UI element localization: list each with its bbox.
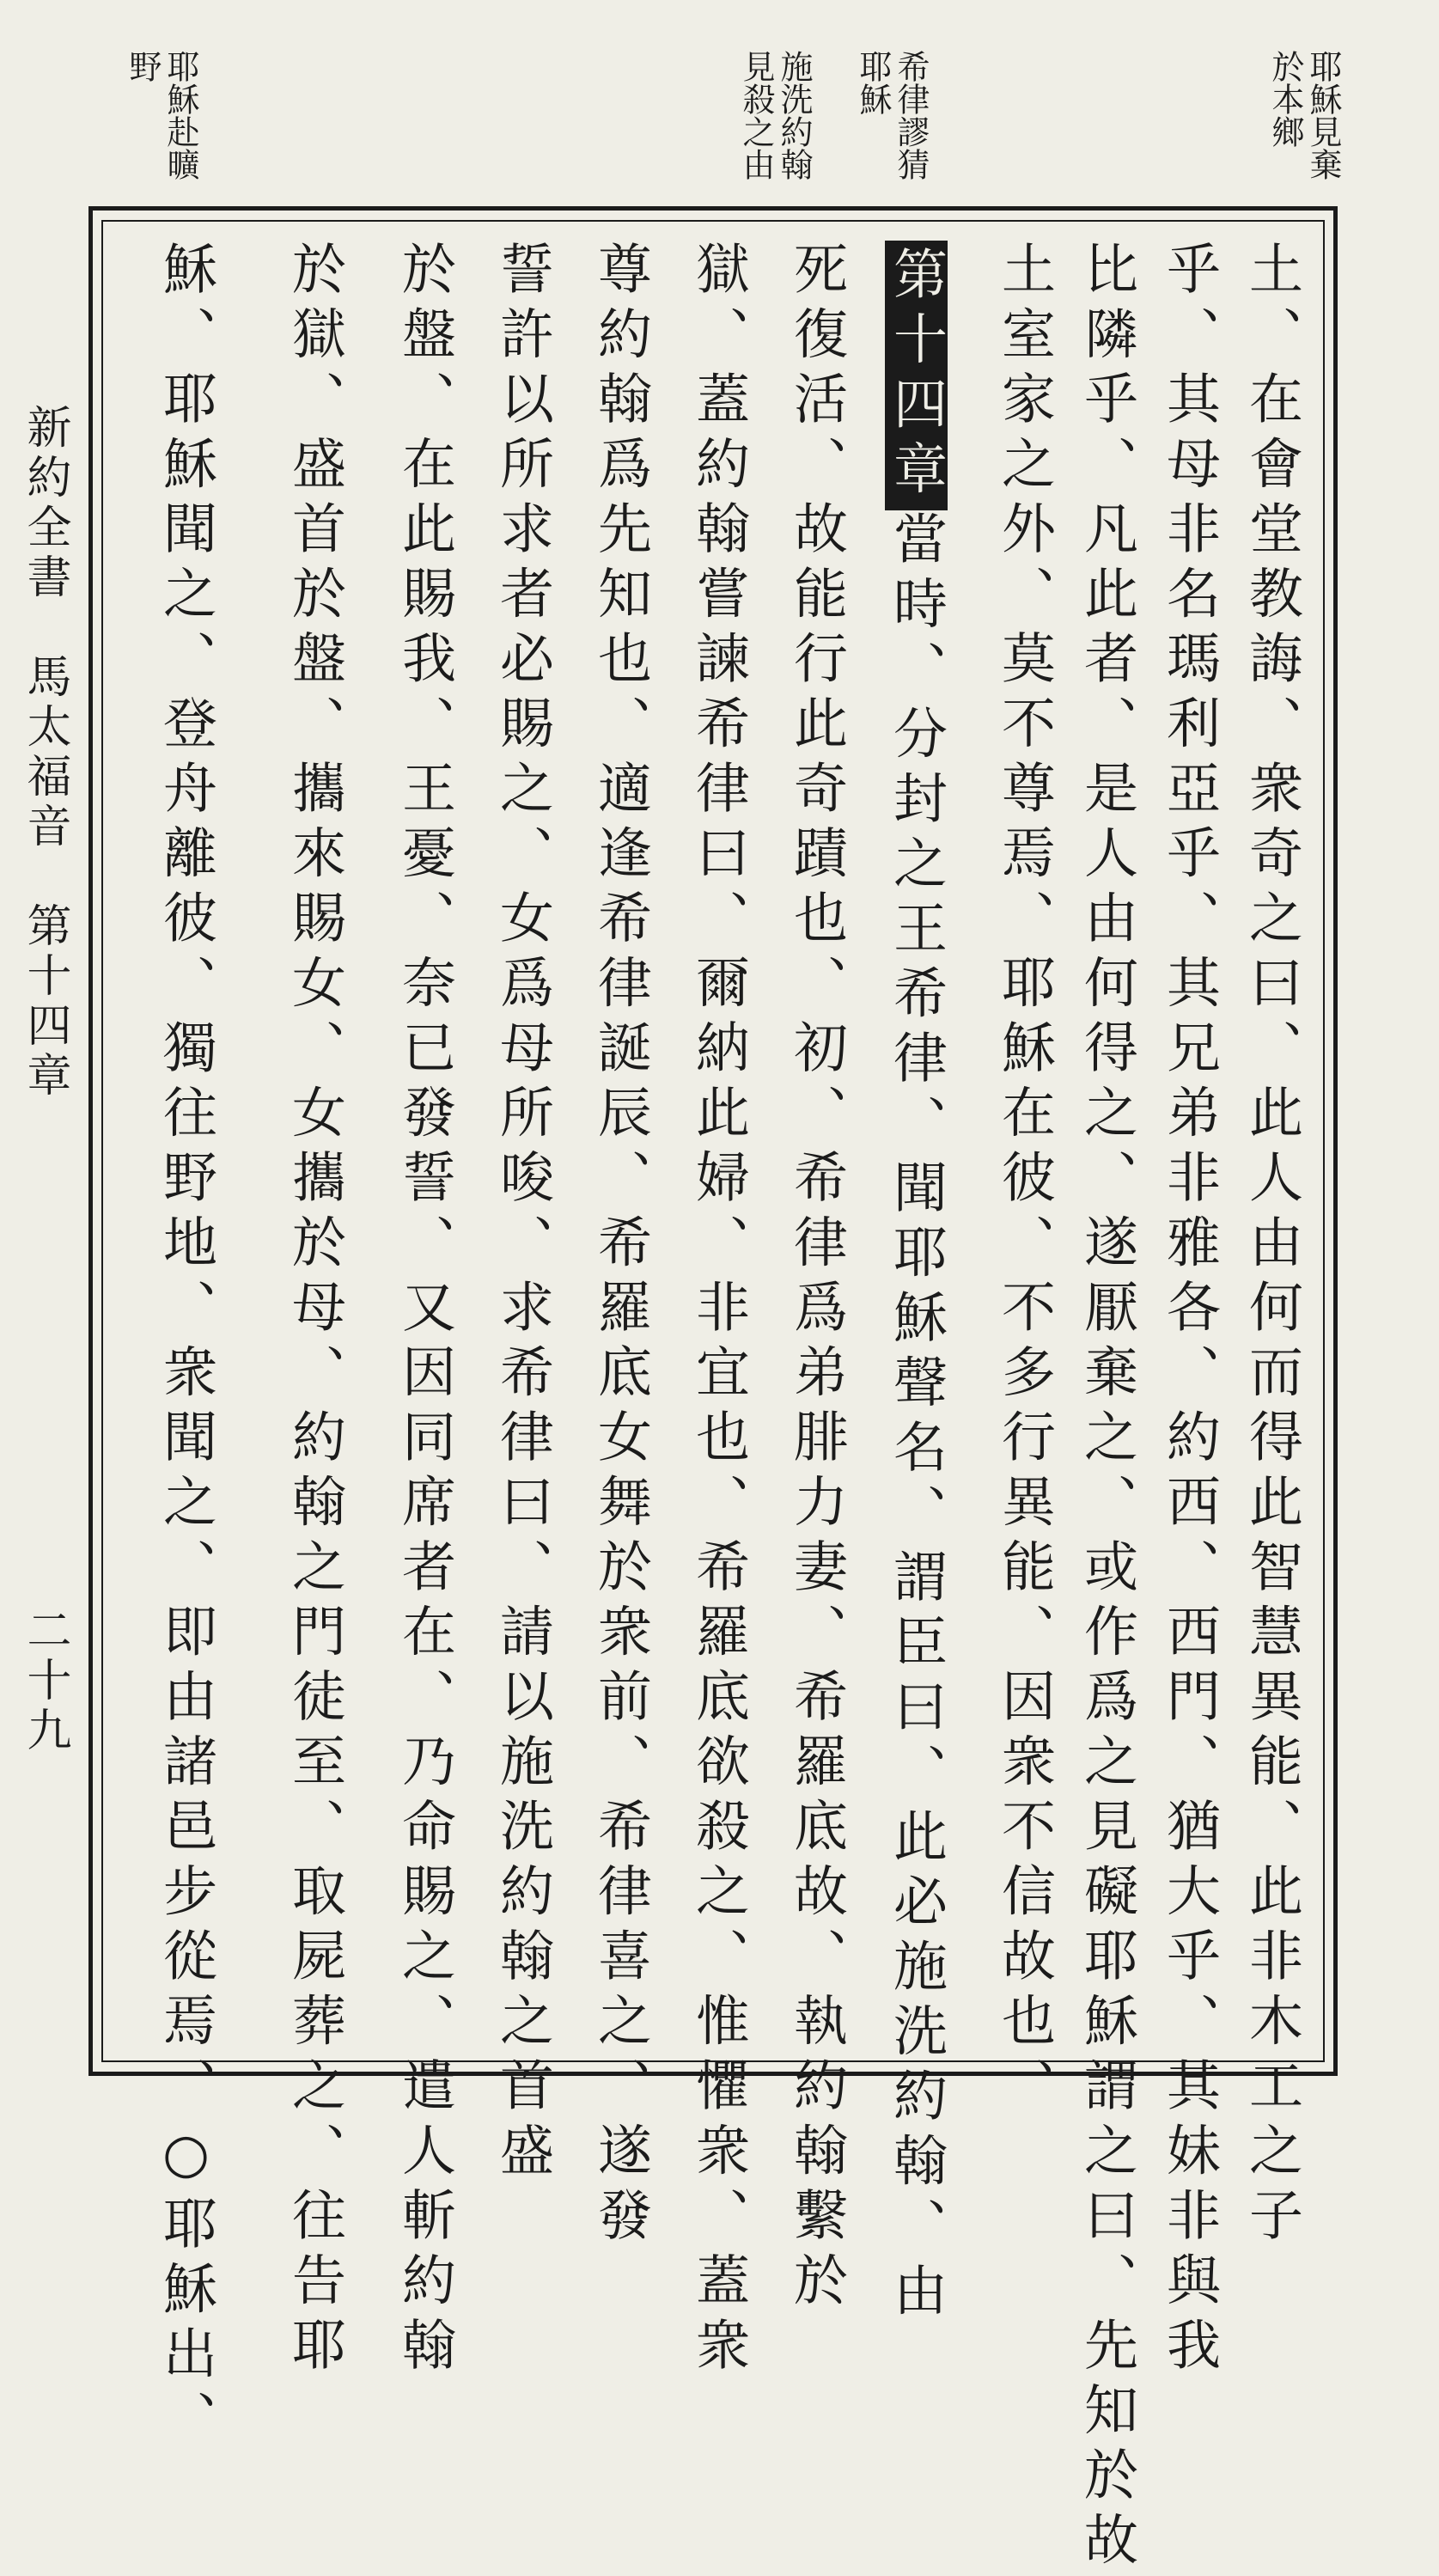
text-column-5-body: 當時、分封之王希律、聞耶穌聲名、謂臣曰、此必施洗約翰、由: [885, 510, 948, 2327]
text-column-11: 於獄、盛首於盤、攜來賜女、女攜於母、約翰之門徒至、取屍葬之、往告耶: [284, 241, 346, 2382]
text-column-12: 穌、耶穌聞之、登舟離彼、獨往野地、衆聞之、即由諸邑步從焉、○耶穌出、: [155, 241, 217, 2455]
margin-note-3a: 施洗約翰: [775, 50, 813, 180]
margin-note-4a: 耶穌赴曠: [162, 50, 199, 180]
running-head: 新約全書 馬太福音 第十四章: [19, 404, 70, 1102]
text-column-1: 土、在會堂教誨、衆奇之曰、此人由何而得此智慧異能、此非木工之子: [1241, 241, 1303, 2252]
margin-note-1b: 於本鄉: [1266, 50, 1304, 148]
margin-note-1a: 耶穌見棄: [1304, 50, 1342, 180]
text-column-8: 尊約翰爲先知也、適逢希律誕辰、希羅底女舞於衆前、希律喜之、遂發: [589, 241, 652, 2252]
text-column-4: 土室家之外、莫不尊焉、耶穌在彼、不多行異能、因衆不信故也、: [993, 241, 1056, 2122]
margin-note-3b: 見殺之由: [737, 50, 775, 180]
text-column-2: 乎、其母非名瑪利亞乎、其兄弟非雅各、約西、西門、猶大乎、其妹非與我: [1158, 241, 1221, 2382]
text-column-10: 於盤、在此賜我、王憂、奈已發誓、又因同席者在、乃命賜之、遣人斬約翰: [393, 241, 456, 2382]
margin-note-2b: 耶穌: [854, 50, 892, 115]
margin-note-2a: 希律謬猜: [892, 50, 930, 180]
text-column-5: [881, 241, 950, 2327]
text-column-6: 死復活、故能行此奇蹟也、初、希律爲弟腓力妻、希羅底故、執約翰繫於: [785, 241, 848, 2317]
text-column-9: 誓許以所求者必賜之、女爲母所唆、求希律曰、請以施洗約翰之首盛: [491, 241, 554, 2187]
text-column-3: 比隣乎、凡此者、是人由何得之、遂厭棄之、或作爲之見礙耶穌謂之曰、先知於故: [1076, 241, 1138, 2576]
margin-note-4b: 野: [124, 50, 162, 82]
text-column-7: 獄、蓋約翰嘗諫希律曰、爾納此婦、非宜也、希羅底欲殺之、惟懼衆、蓋衆: [687, 241, 750, 2382]
chapter-label: 第十四章: [885, 241, 948, 510]
page-number: 二十九: [19, 1607, 70, 1756]
